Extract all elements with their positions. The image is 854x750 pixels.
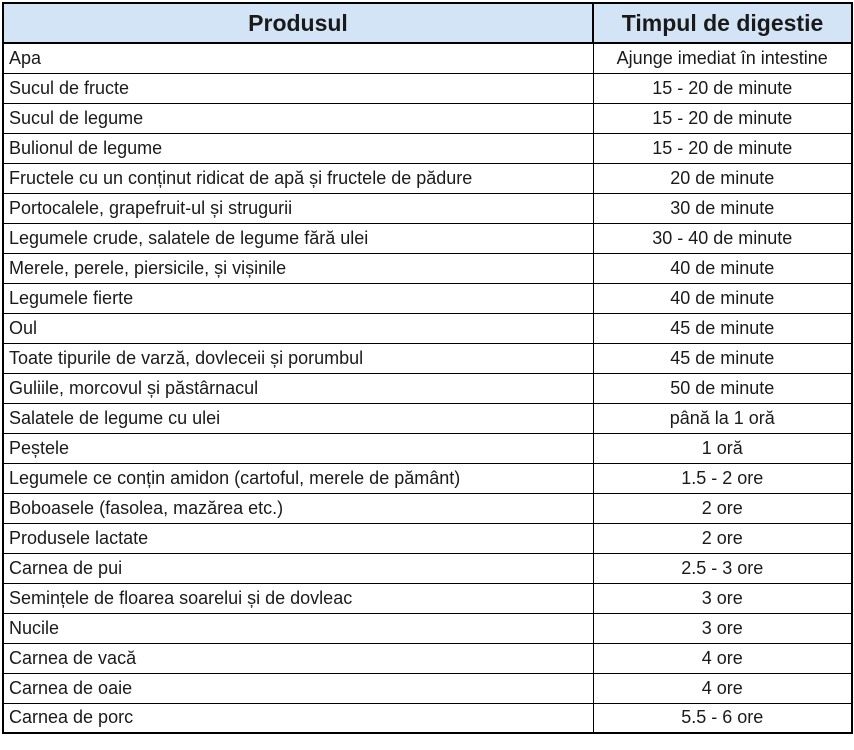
table-row — [3, 643, 852, 673]
digestion-table-container — [2, 2, 851, 748]
digestion-time-cell: 1.5 - 2 ore — [593, 463, 852, 493]
digestion-time-cell: 4 ore — [593, 673, 852, 703]
table-row — [3, 523, 852, 553]
digestion-time-cell: 5.5 - 6 ore — [593, 703, 852, 733]
product-cell: Carnea de porc — [3, 703, 593, 733]
product-cell: Fructele cu un conținut ridicat de apă și fructele de pădure — [3, 163, 593, 193]
table-row — [3, 133, 852, 163]
table-row — [3, 103, 852, 133]
header-row — [3, 3, 852, 43]
digestion-time-cell: 45 de minute — [593, 343, 852, 373]
digestion-time-cell: Ajunge imediat în intestine — [593, 43, 852, 73]
table-row — [3, 403, 852, 433]
digestion-time-table — [2, 2, 853, 734]
table-row — [3, 223, 852, 253]
digestion-time-cell: 15 - 20 de minute — [593, 103, 852, 133]
table-body — [3, 43, 852, 733]
product-cell: Portocalele, grapefruit-ul și strugurii — [3, 193, 593, 223]
digestion-time-cell: 3 ore — [593, 583, 852, 613]
product-cell: Sucul de fructe — [3, 73, 593, 103]
digestion-time-cell: 15 - 20 de minute — [593, 73, 852, 103]
product-cell: Legumele crude, salatele de legume fără ulei — [3, 223, 593, 253]
product-cell: Guliile, morcovul și păstârnacul — [3, 373, 593, 403]
product-cell: Salatele de legume cu ulei — [3, 403, 593, 433]
table-row — [3, 613, 852, 643]
digestion-time-cell: 45 de minute — [593, 313, 852, 343]
table-row — [3, 253, 852, 283]
product-cell: Sucul de legume — [3, 103, 593, 133]
digestion-time-cell: 2 ore — [593, 523, 852, 553]
digestion-time-cell: 30 - 40 de minute — [593, 223, 852, 253]
table-row — [3, 373, 852, 403]
digestion-time-cell: 4 ore — [593, 643, 852, 673]
product-cell: Legumele ce conțin amidon (cartoful, merele de pământ) — [3, 463, 593, 493]
product-cell: Toate tipurile de varză, dovleceii și porumbul — [3, 343, 593, 373]
digestion-time-cell: până la 1 oră — [593, 403, 852, 433]
table-row — [3, 193, 852, 223]
table-row — [3, 463, 852, 493]
product-cell: Peștele — [3, 433, 593, 463]
product-cell: Carnea de pui — [3, 553, 593, 583]
table-row — [3, 703, 852, 733]
digestion-time-cell: 2.5 - 3 ore — [593, 553, 852, 583]
table-row — [3, 73, 852, 103]
product-cell: Carnea de oaie — [3, 673, 593, 703]
product-cell: Merele, perele, piersicile, și vișinile — [3, 253, 593, 283]
table-row — [3, 313, 852, 343]
digestion-time-cell: 3 ore — [593, 613, 852, 643]
table-header — [3, 3, 852, 43]
header-product: Produsul — [3, 3, 593, 43]
table-row — [3, 283, 852, 313]
header-digestion-time: Timpul de digestie — [593, 3, 852, 43]
digestion-time-cell: 40 de minute — [593, 253, 852, 283]
table-row — [3, 583, 852, 613]
digestion-time-cell: 20 de minute — [593, 163, 852, 193]
product-cell: Carnea de vacă — [3, 643, 593, 673]
digestion-time-cell: 50 de minute — [593, 373, 852, 403]
product-cell: Bulionul de legume — [3, 133, 593, 163]
digestion-time-cell: 30 de minute — [593, 193, 852, 223]
table-row — [3, 553, 852, 583]
product-cell: Boboasele (fasolea, mazărea etc.) — [3, 493, 593, 523]
digestion-time-cell: 1 oră — [593, 433, 852, 463]
digestion-time-cell: 40 de minute — [593, 283, 852, 313]
table-row — [3, 673, 852, 703]
table-row — [3, 343, 852, 373]
product-cell: Legumele fierte — [3, 283, 593, 313]
table-row — [3, 493, 852, 523]
table-row — [3, 43, 852, 73]
digestion-time-cell: 2 ore — [593, 493, 852, 523]
table-row — [3, 433, 852, 463]
product-cell: Apa — [3, 43, 593, 73]
table-row — [3, 163, 852, 193]
product-cell: Semințele de floarea soarelui și de dovleac — [3, 583, 593, 613]
product-cell: Nucile — [3, 613, 593, 643]
digestion-time-cell: 15 - 20 de minute — [593, 133, 852, 163]
product-cell: Oul — [3, 313, 593, 343]
product-cell: Produsele lactate — [3, 523, 593, 553]
